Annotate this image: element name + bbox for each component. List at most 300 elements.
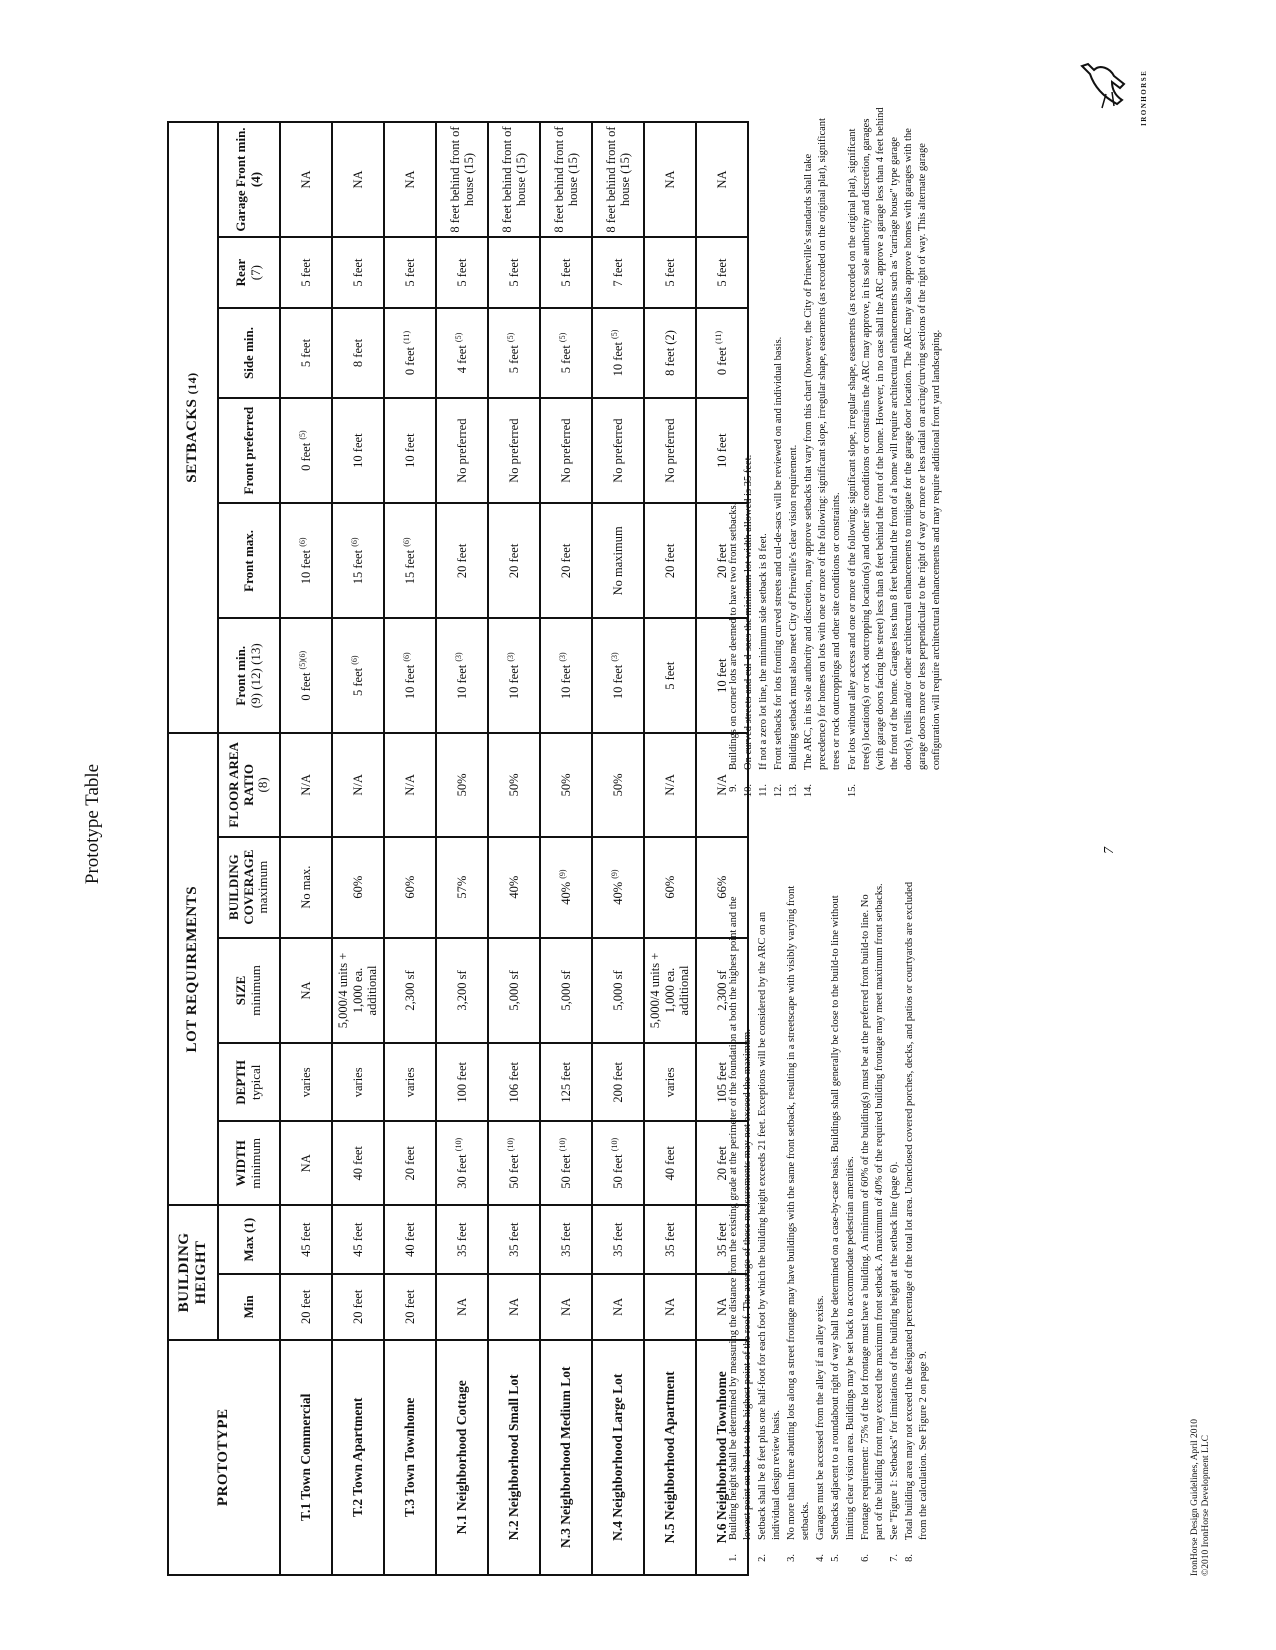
footnote xyxy=(727,876,755,1576)
cell-lot-width xyxy=(280,1121,332,1205)
cell-footnote: (6) xyxy=(350,655,360,665)
cell-value: 20 feet xyxy=(662,543,677,579)
footnote-number: 10. xyxy=(743,784,755,798)
cell-value: 66% xyxy=(714,875,729,899)
cell-side-min xyxy=(332,308,384,398)
footnote-text: Building height shall be determined by measuring the distance from the existing grade at the perimeter of the foundation at both the highest point and the lowest point on the lot to the highest point of the roof. The average of these measurements may not exceed the maximum. xyxy=(728,896,754,1540)
cell-footnote: (5)(6) xyxy=(298,650,308,670)
table-row xyxy=(384,122,436,1575)
cell-lot-size xyxy=(280,938,332,1044)
cell-value: 5 feet xyxy=(714,258,729,287)
cell-value: 10 feet xyxy=(714,658,729,693)
footnote-text: If not a zero lot line, the minimum side setback is 8 feet. xyxy=(758,533,770,770)
cell-value: 40 feet xyxy=(662,1146,677,1181)
cell-rear xyxy=(384,237,436,308)
cell-footnote: (11) xyxy=(714,330,724,344)
page-title: Prototype Table xyxy=(82,763,103,885)
cell-value: 50 feet xyxy=(559,1154,574,1189)
cell-garage-front-min xyxy=(540,122,592,237)
cell-value: 35 feet xyxy=(558,1222,573,1257)
cell-front-preferred xyxy=(436,398,488,504)
cell-footnote: (5) xyxy=(506,332,516,343)
footnote-text: Setbacks adjacent to a roundabout right of way shall be determined on a case-by-case basis. Buildings shall generally be close to the build-to line without limiting clear vision area. Buildings may be set back to accommodate pedestrian amenities. xyxy=(830,895,856,1540)
cell-value: No max. xyxy=(298,865,313,909)
cell-floor-area-ratio xyxy=(436,733,488,836)
header-rear xyxy=(218,237,280,308)
cell-lot-depth xyxy=(540,1043,592,1121)
footnote-number: 7. xyxy=(888,1554,900,1562)
cell-lot-depth xyxy=(332,1043,384,1121)
cell-value: N.2 Neighborhood Small Lot xyxy=(506,1374,522,1541)
cell-lot-depth xyxy=(592,1043,644,1121)
cell-value: 40% xyxy=(506,875,521,899)
cell-height-max xyxy=(592,1205,644,1274)
cell-side-min xyxy=(280,308,332,398)
cell-value: 8 feet behind front of house (15) xyxy=(603,126,632,233)
cell-value: 15 feet xyxy=(351,549,366,585)
cell-prototype-name xyxy=(280,1340,332,1575)
cell-value: 35 feet xyxy=(714,1222,729,1257)
cell-rear xyxy=(488,237,540,308)
cell-side-min xyxy=(644,308,696,398)
cell-value: No maximum xyxy=(610,526,625,596)
cell-rear xyxy=(644,237,696,308)
cell-value: 10 feet xyxy=(507,664,522,700)
cell-footnote: (3) xyxy=(454,652,464,662)
cell-value: NA xyxy=(298,981,313,1000)
header-lot-requirements: LOT REQUIREMENTS xyxy=(168,733,218,1205)
cell-front-preferred xyxy=(332,398,384,504)
cell-value: 5 feet xyxy=(558,258,573,287)
footnote-text: No more than three abutting lots along a street frontage may have buildings with the same front setback, resulting in a streetscape with visibly varying front setbacks. xyxy=(786,885,812,1540)
cell-value: No preferred xyxy=(610,418,625,483)
cell-front-min xyxy=(540,618,592,733)
footnote-text: Building setback must also meet City of Prineville's clear vision requirement. xyxy=(788,444,800,770)
cell-value: varies xyxy=(298,1067,313,1098)
cell-front-min xyxy=(436,618,488,733)
cell-height-min xyxy=(540,1274,592,1339)
cell-value: 35 feet xyxy=(662,1222,677,1257)
header-size xyxy=(218,938,280,1044)
cell-footnote: (6) xyxy=(298,537,308,547)
footnote xyxy=(859,876,887,1576)
cell-building-coverage xyxy=(332,837,384,938)
footnote xyxy=(814,876,828,1576)
cell-value: 10 feet xyxy=(455,664,470,700)
cell-value: NA xyxy=(662,1297,677,1316)
cell-value: 35 feet xyxy=(506,1222,521,1257)
cell-footnote: (6) xyxy=(350,537,360,547)
header-prototype: PROTOTYPE xyxy=(168,1340,280,1575)
cell-garage-front-min xyxy=(436,122,488,237)
cell-front-preferred xyxy=(384,398,436,504)
table-row xyxy=(540,122,592,1575)
cell-lot-depth xyxy=(488,1043,540,1121)
header-depth-sub: typical xyxy=(248,1064,263,1101)
cell-height-min xyxy=(436,1274,488,1339)
footnote-number: 2. xyxy=(757,1554,769,1562)
header-depth-label: DEPTH xyxy=(233,1059,249,1105)
table-row xyxy=(592,122,644,1575)
cell-footnote: (10) xyxy=(506,1137,516,1152)
footnote-number: 13. xyxy=(788,784,800,798)
cell-value: N/A xyxy=(298,774,313,796)
footnote-text: For lots without alley access and one or more of the following: significant slope, irregular shape, easements (as recorded on the original plat), significant tree(s) location(s) or rock outcropping location(s) and other site conditions or constrains the ARC may approve, in its sole authority and discretion, garages (with garage doors facing the street) less than 8 feet behind the front of the home. However, in no case shall the ARC approve a garage less than 4 feet behind the front of the home. Garages less than 8 feet behind the front of a home will require architectural enhancements such as "carriage house" type garage door(s), trellis and/or other architectural enhancements to mitigate for the garage door location. The ARC may also approve homes with garages with the garage doors more or less perpendicular to the right of way or more or less radial on arcing/curving sections of the right of way. This alternate garage configuration will require architectural enhancements and may require additional front yard landscaping. xyxy=(846,107,942,770)
cell-prototype-name xyxy=(540,1340,592,1575)
cell-value: N.4 Neighborhood Large Lot xyxy=(610,1373,626,1541)
cell-lot-width xyxy=(384,1121,436,1205)
footnote-number: 3. xyxy=(786,1554,798,1562)
cell-side-min xyxy=(384,308,436,398)
footnote-text: On curved streets and cul-d-sacs the minimum lot width allowed is 35 feet. xyxy=(743,454,755,770)
cell-value: 5,000 sf xyxy=(610,970,625,1011)
notes-right xyxy=(727,106,945,806)
cell-value: T.2 Town Apartment xyxy=(350,1397,366,1517)
header-front-min-sub: (9) (12) (13) xyxy=(248,643,263,709)
footnote-text: See "Figure 1: Setbacks" for limitations of the building height at the setback line (page 6). xyxy=(888,1161,900,1540)
footnote xyxy=(756,876,784,1576)
cell-building-coverage xyxy=(280,837,332,938)
cell-front-min xyxy=(332,618,384,733)
cell-value: N.6 Neighborhood Townhome xyxy=(714,1371,730,1544)
header-max: Max (1) xyxy=(218,1205,280,1274)
cell-value: 5 feet xyxy=(662,661,677,690)
cell-height-min xyxy=(488,1274,540,1339)
header-front-pref: Front preferred xyxy=(218,398,280,504)
footnote-number: 12. xyxy=(773,784,785,798)
cell-value: 45 feet xyxy=(298,1222,313,1257)
cell-value: NA xyxy=(714,170,729,189)
cell-footnote: (10) xyxy=(558,1137,568,1152)
cell-footnote: (10) xyxy=(610,1137,620,1152)
footnote-text: Garages must be accessed from the alley if an alley exists. xyxy=(815,1295,827,1540)
header-coverage xyxy=(218,837,280,938)
cell-prototype-name xyxy=(644,1340,696,1575)
table-row xyxy=(488,122,540,1575)
header-building-height: BUILDING HEIGHT xyxy=(168,1205,218,1339)
footnote xyxy=(846,106,944,806)
cell-rear xyxy=(332,237,384,308)
prototype-table xyxy=(167,121,749,1576)
cell-value: 20 feet xyxy=(350,1289,365,1325)
cell-height-max xyxy=(332,1205,384,1274)
cell-side-min xyxy=(436,308,488,398)
cell-value: 0 feet xyxy=(403,347,418,376)
cell-value: NA xyxy=(506,1297,521,1316)
cell-value: 5 feet xyxy=(402,258,417,287)
header-coverage-sub: maximum xyxy=(255,860,271,914)
cell-value: NA xyxy=(402,170,417,189)
cell-value: 10 feet xyxy=(611,664,626,700)
cell-height-max xyxy=(280,1205,332,1274)
footnote-number: 5. xyxy=(830,1554,842,1562)
cell-value: 60% xyxy=(402,875,417,899)
footnote-number: 14. xyxy=(803,784,815,798)
cell-value: N/A xyxy=(662,774,677,796)
header-far-sub: (8) xyxy=(255,777,271,793)
cell-footnote: (5) xyxy=(298,430,308,440)
cell-height-min xyxy=(644,1274,696,1339)
cell-value: 5,000/4 units + 1,000 ea. additional xyxy=(336,952,380,1029)
cell-garage-front-min xyxy=(332,122,384,237)
cell-lot-size xyxy=(488,938,540,1044)
cell-side-min xyxy=(540,308,592,398)
cell-value: 20 feet xyxy=(714,1146,729,1181)
cell-footnote: (5) xyxy=(558,332,568,343)
cell-lot-depth xyxy=(280,1043,332,1121)
cell-value: varies xyxy=(402,1067,417,1098)
cell-value: 35 feet xyxy=(454,1222,469,1257)
header-far xyxy=(218,733,280,836)
cell-footnote: (10) xyxy=(454,1137,464,1152)
footnote-text: Setback shall be 8 feet plus one half-foot for each foot by which the building height exceeds 21 feet. Exceptions will be considered by the ARC on an individual design review basis. xyxy=(757,911,783,1540)
cell-lot-width xyxy=(332,1121,384,1205)
cell-front-min xyxy=(280,618,332,733)
cell-value: 8 feet behind front of house (15) xyxy=(499,126,528,233)
cell-height-max xyxy=(540,1205,592,1274)
cell-prototype-name xyxy=(384,1340,436,1575)
header-width-sub: minimum xyxy=(248,1138,263,1189)
cell-value: 5 feet xyxy=(454,258,469,287)
cell-value: T.1 Town Commercial xyxy=(298,1393,314,1521)
cell-value: 57% xyxy=(454,875,469,899)
header-front-min xyxy=(218,618,280,733)
cell-rear xyxy=(592,237,644,308)
cell-value: No preferred xyxy=(506,418,521,483)
cell-value: 8 feet behind front of house (15) xyxy=(551,126,580,233)
cell-value: N.1 Neighborhood Cottage xyxy=(454,1380,470,1535)
cell-floor-area-ratio xyxy=(332,733,384,836)
cell-lot-size xyxy=(592,938,644,1044)
cell-value: 125 feet xyxy=(558,1062,573,1103)
cell-front-max xyxy=(384,503,436,618)
footnote xyxy=(757,106,771,806)
cell-value: 8 feet xyxy=(350,338,365,368)
notes-left xyxy=(727,876,932,1576)
cell-value: 0 feet xyxy=(715,347,730,376)
header-min: Min xyxy=(218,1274,280,1339)
cell-value: N.5 Neighborhood Apartment xyxy=(662,1371,678,1544)
cell-front-preferred xyxy=(592,398,644,504)
cell-rear xyxy=(280,237,332,308)
cell-prototype-name xyxy=(488,1340,540,1575)
cell-footnote: (3) xyxy=(558,652,568,662)
cell-building-coverage xyxy=(488,837,540,938)
cell-building-coverage xyxy=(436,837,488,938)
footnote xyxy=(772,106,786,806)
cell-value: 50% xyxy=(454,773,469,797)
cell-value: 10 feet xyxy=(611,342,626,377)
header-far-label: FLOOR AREA RATIO xyxy=(225,742,256,828)
horse-logo-icon xyxy=(1072,54,1132,114)
header-front-min-label: Front min. xyxy=(233,645,249,706)
table-row xyxy=(644,122,696,1575)
cell-value: 8 feet (2) xyxy=(662,330,677,376)
cell-value: 0 feet xyxy=(299,442,314,471)
table-row xyxy=(436,122,488,1575)
footer xyxy=(1190,1419,1213,1576)
cell-value: 2,300 sf xyxy=(714,970,729,1011)
cell-lot-width xyxy=(488,1121,540,1205)
cell-value: 20 feet xyxy=(714,543,729,579)
cell-value: 2,300 sf xyxy=(402,970,417,1011)
footnote-text: Total building area may not exceed the designated percentage of the total lot area. Unenclosed covered porches, decks, and patios or courtyards are excluded from the calculation. See Figure 2 on page 9. xyxy=(903,881,929,1540)
cell-lot-width xyxy=(436,1121,488,1205)
cell-prototype-name xyxy=(592,1340,644,1575)
cell-footnote: (6) xyxy=(402,537,412,547)
cell-rear xyxy=(436,237,488,308)
cell-lot-size xyxy=(540,938,592,1044)
cell-height-max xyxy=(384,1205,436,1274)
cell-value: 105 feet xyxy=(714,1062,729,1103)
cell-value: 50 feet xyxy=(507,1154,522,1189)
footnote xyxy=(903,876,931,1576)
cell-footnote: (9) xyxy=(558,869,568,879)
cell-value: 5,000 sf xyxy=(506,970,521,1011)
cell-value: No preferred xyxy=(558,418,573,483)
cell-value: No preferred xyxy=(454,418,469,483)
cell-value: No preferred xyxy=(662,418,677,483)
cell-value: 60% xyxy=(350,875,365,899)
cell-front-max xyxy=(280,503,332,618)
cell-footnote: (5) xyxy=(610,329,620,339)
cell-value: 20 feet xyxy=(454,543,469,579)
footnote xyxy=(802,106,844,806)
cell-footnote: (6) xyxy=(402,652,412,662)
cell-floor-area-ratio xyxy=(592,733,644,836)
cell-floor-area-ratio xyxy=(488,733,540,836)
cell-building-coverage xyxy=(384,837,436,938)
footnote xyxy=(888,876,902,1576)
cell-lot-size xyxy=(384,938,436,1044)
footnote-number: 4. xyxy=(815,1554,827,1562)
cell-front-preferred xyxy=(540,398,592,504)
cell-value: N/A xyxy=(350,774,365,796)
cell-side-min xyxy=(488,308,540,398)
cell-floor-area-ratio xyxy=(644,733,696,836)
cell-value: N.3 Neighborhood Medium Lot xyxy=(558,1366,574,1549)
cell-front-max xyxy=(540,503,592,618)
cell-value: 40% xyxy=(559,881,574,905)
cell-value: varies xyxy=(350,1067,365,1098)
footnote-number: 8. xyxy=(903,1554,915,1562)
cell-lot-depth xyxy=(384,1043,436,1121)
footnote xyxy=(742,106,756,806)
cell-value: 10 feet xyxy=(559,664,574,700)
cell-floor-area-ratio xyxy=(384,733,436,836)
page-number: 7 xyxy=(1102,847,1117,854)
cell-garage-front-min xyxy=(384,122,436,237)
cell-value: 0 feet xyxy=(299,672,314,701)
cell-footnote: (9) xyxy=(610,869,620,879)
cell-value: NA xyxy=(610,1297,625,1316)
cell-building-coverage xyxy=(592,837,644,938)
footnote-text: Buildings on corner lots are deemed to have two front setbacks. xyxy=(728,502,739,770)
footnote-text: The ARC, in its sole authority and discretion, may approve setbacks that vary from this chart (however, the City of Prineville's standards shall take precedence) for homes on lots with one or more of the following: significant slope, irregular shape, easements (as recorded on the original plat), significant trees or rock outcroppings and other site conditions or constraints. xyxy=(803,118,843,770)
cell-value: 35 feet xyxy=(610,1222,625,1257)
cell-height-min xyxy=(592,1274,644,1339)
cell-value: 100 feet xyxy=(454,1062,469,1103)
cell-value: N/A xyxy=(714,774,729,796)
cell-value: 5,000 sf xyxy=(558,970,573,1011)
cell-value: NA xyxy=(662,170,677,189)
cell-lot-depth xyxy=(436,1043,488,1121)
header-size-sub: minimum xyxy=(248,965,263,1016)
cell-front-preferred xyxy=(280,398,332,504)
cell-value: NA xyxy=(714,1297,729,1316)
footnote-number: 6. xyxy=(859,1554,871,1562)
cell-value: 7 feet xyxy=(610,258,625,287)
cell-value: 30 feet xyxy=(455,1154,470,1189)
cell-value: 5 feet xyxy=(298,338,313,368)
cell-value: 50 feet xyxy=(611,1154,626,1189)
cell-height-max xyxy=(488,1205,540,1274)
cell-lot-size xyxy=(436,938,488,1044)
header-setbacks xyxy=(168,122,218,733)
cell-height-min xyxy=(384,1274,436,1339)
footnote-text: Front setbacks for lots fronting curved streets and cul-de-sacs will be reviewed on and individual basis. xyxy=(773,336,785,770)
cell-height-min xyxy=(332,1274,384,1339)
header-side-min: Side min. xyxy=(218,308,280,398)
header-front-max: Front max. xyxy=(218,503,280,618)
cell-building-coverage xyxy=(540,837,592,938)
cell-value: NA xyxy=(454,1297,469,1316)
cell-floor-area-ratio xyxy=(280,733,332,836)
setbacks-label: SETBACKS xyxy=(184,398,201,483)
cell-value: 20 feet xyxy=(506,543,521,579)
cell-value: 40 feet xyxy=(350,1146,365,1181)
header-coverage-label: BUILDING COVERAGE xyxy=(225,849,256,925)
cell-garage-front-min xyxy=(592,122,644,237)
cell-height-min xyxy=(280,1274,332,1339)
cell-footnote: (3) xyxy=(506,652,516,662)
cell-garage-front-min xyxy=(488,122,540,237)
cell-value: NA xyxy=(558,1297,573,1316)
header-garage: Garage Front min. (4) xyxy=(218,122,280,237)
cell-value: 5 feet xyxy=(350,258,365,287)
cell-value: 5 feet xyxy=(559,345,574,374)
cell-value: 20 feet xyxy=(402,1146,417,1181)
cell-front-max xyxy=(488,503,540,618)
header-size-label: SIZE xyxy=(233,975,249,1006)
footnote xyxy=(829,876,857,1576)
cell-value: 10 feet xyxy=(403,664,418,700)
setbacks-note: (14) xyxy=(185,372,200,395)
header-rear-sub: (7) xyxy=(248,265,263,281)
cell-front-min xyxy=(384,618,436,733)
cell-value: 20 feet xyxy=(558,543,573,579)
cell-value: 5 feet xyxy=(662,258,677,287)
cell-front-min xyxy=(644,618,696,733)
cell-lot-width xyxy=(540,1121,592,1205)
footnote-number: 1. xyxy=(728,1554,739,1562)
cell-lot-size xyxy=(332,938,384,1044)
cell-value: 50% xyxy=(610,773,625,797)
cell-front-min xyxy=(592,618,644,733)
header-depth xyxy=(218,1043,280,1121)
cell-value: 40 feet xyxy=(402,1222,417,1257)
rotated-page xyxy=(32,34,1242,1614)
footnote xyxy=(727,106,741,806)
cell-height-max xyxy=(644,1205,696,1274)
footnote-text: Frontage requirement: 75% of the lot frontage must have a building. A minimum of 60% of the building(s) must be at the preferred front build-to line. No part of the building front may exceed the maximum front setback. A maximum of 40% of the required building frontage may meet maximum front setbacks. xyxy=(859,883,885,1540)
logo-text: IRONHORSE xyxy=(1140,69,1148,126)
cell-value: 40% xyxy=(611,881,626,905)
cell-floor-area-ratio xyxy=(540,733,592,836)
footnote xyxy=(785,876,813,1576)
cell-rear xyxy=(540,237,592,308)
cell-front-min xyxy=(488,618,540,733)
